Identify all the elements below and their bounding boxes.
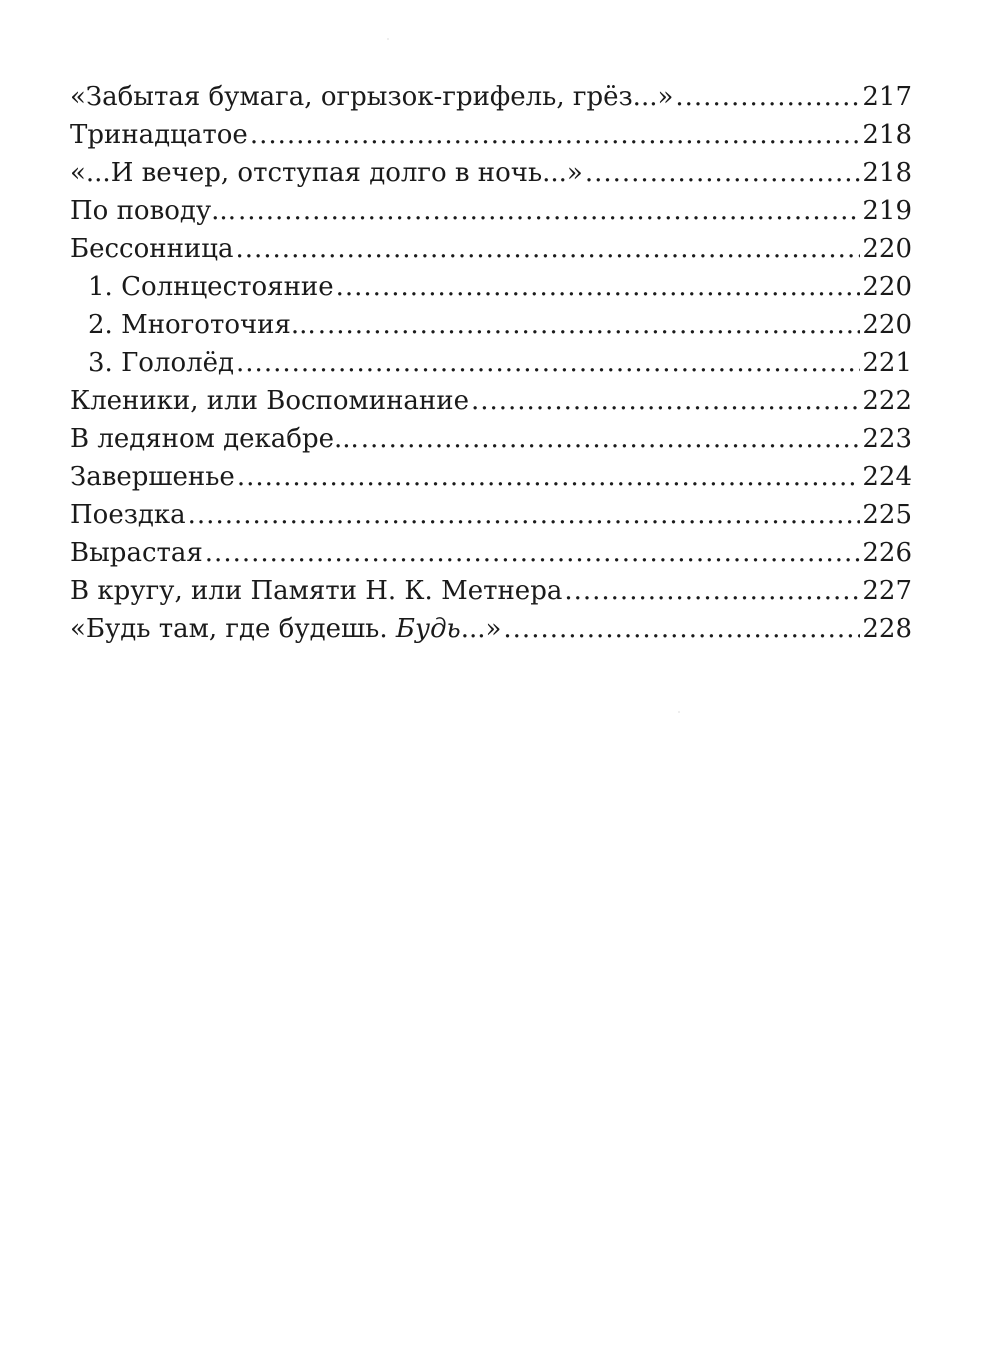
dot-leader — [250, 116, 861, 154]
paper-speck — [678, 711, 680, 713]
toc-entry-title: В кругу, или Памяти Н. К. Метнера — [70, 572, 564, 610]
toc-subentry — [70, 344, 912, 382]
toc-subentry — [70, 306, 912, 344]
toc-entry-title: Кленики, или Воспоминание — [70, 382, 471, 420]
dot-leader — [585, 154, 861, 192]
toc-entry-title: Тринадцатое — [70, 116, 250, 154]
dot-leader — [361, 420, 861, 458]
dot-leader — [205, 534, 861, 572]
toc-entry-title: «...И вечер, отступая долго в ночь...» — [70, 154, 585, 192]
toc-entry-title-plain: «Будь там, где будешь. — [70, 614, 396, 644]
toc-entry-title: 3. Гололёд — [70, 344, 236, 382]
toc-entry-page: 227 — [862, 576, 912, 606]
toc-subentry — [70, 268, 912, 306]
toc-entry-page: 224 — [862, 462, 912, 492]
dot-leader — [675, 78, 860, 116]
dot-leader — [238, 192, 860, 230]
toc-entry-page: 218 — [862, 158, 912, 188]
toc-entry-title — [70, 610, 503, 648]
toc-entry — [70, 420, 912, 458]
toc-entry-page: 218 — [862, 120, 912, 150]
toc-entry — [70, 382, 912, 420]
dot-leader — [318, 306, 861, 344]
toc-entry-page: 217 — [862, 82, 912, 112]
toc-entry-title: Поездка — [70, 496, 188, 534]
dot-leader — [503, 610, 860, 648]
toc-entry-page: 223 — [862, 424, 912, 454]
toc-entry — [70, 496, 912, 534]
toc-entry — [70, 154, 912, 192]
toc-entry-title: По поводу... — [70, 192, 238, 230]
toc-entry — [70, 192, 912, 230]
toc-entry-page: 221 — [862, 348, 912, 378]
dot-leader — [336, 268, 861, 306]
toc-entry — [70, 458, 912, 496]
toc-entry-title: Завершенье — [70, 458, 237, 496]
toc-entry — [70, 572, 912, 610]
table-of-contents — [70, 78, 912, 648]
toc-entry-page: 222 — [862, 386, 912, 416]
dot-leader — [564, 572, 860, 610]
toc-entry-page: 228 — [862, 614, 912, 644]
toc-entry-title: «Забытая бумага, огрызок-грифель, грёз...» — [70, 78, 675, 116]
toc-entry — [70, 230, 912, 268]
toc-entry-title: 2. Многоточия... — [70, 306, 318, 344]
toc-entry — [70, 534, 912, 572]
toc-entry-page: 225 — [862, 500, 912, 530]
dot-leader — [237, 458, 861, 496]
toc-entry — [70, 610, 912, 648]
toc-entry-page: 220 — [862, 272, 912, 302]
toc-entry-title: Вырастая — [70, 534, 205, 572]
dot-leader — [471, 382, 860, 420]
toc-entry-title: Бессонница — [70, 230, 235, 268]
paper-speck — [387, 38, 389, 40]
toc-entry — [70, 78, 912, 116]
toc-entry-page: 226 — [862, 538, 912, 568]
toc-entry-title: В ледяном декабре... — [70, 420, 361, 458]
dot-leader — [235, 230, 860, 268]
dot-leader — [188, 496, 861, 534]
dot-leader — [236, 344, 860, 382]
toc-entry-page: 220 — [862, 234, 912, 264]
toc-entry-page: 219 — [862, 196, 912, 226]
toc-entry-title-tail: ...» — [460, 614, 502, 644]
toc-entry-page: 220 — [862, 310, 912, 340]
toc-entry — [70, 116, 912, 154]
toc-entry-title: 1. Солнцестояние — [70, 268, 336, 306]
toc-entry-title-italic: Будь — [395, 614, 461, 644]
